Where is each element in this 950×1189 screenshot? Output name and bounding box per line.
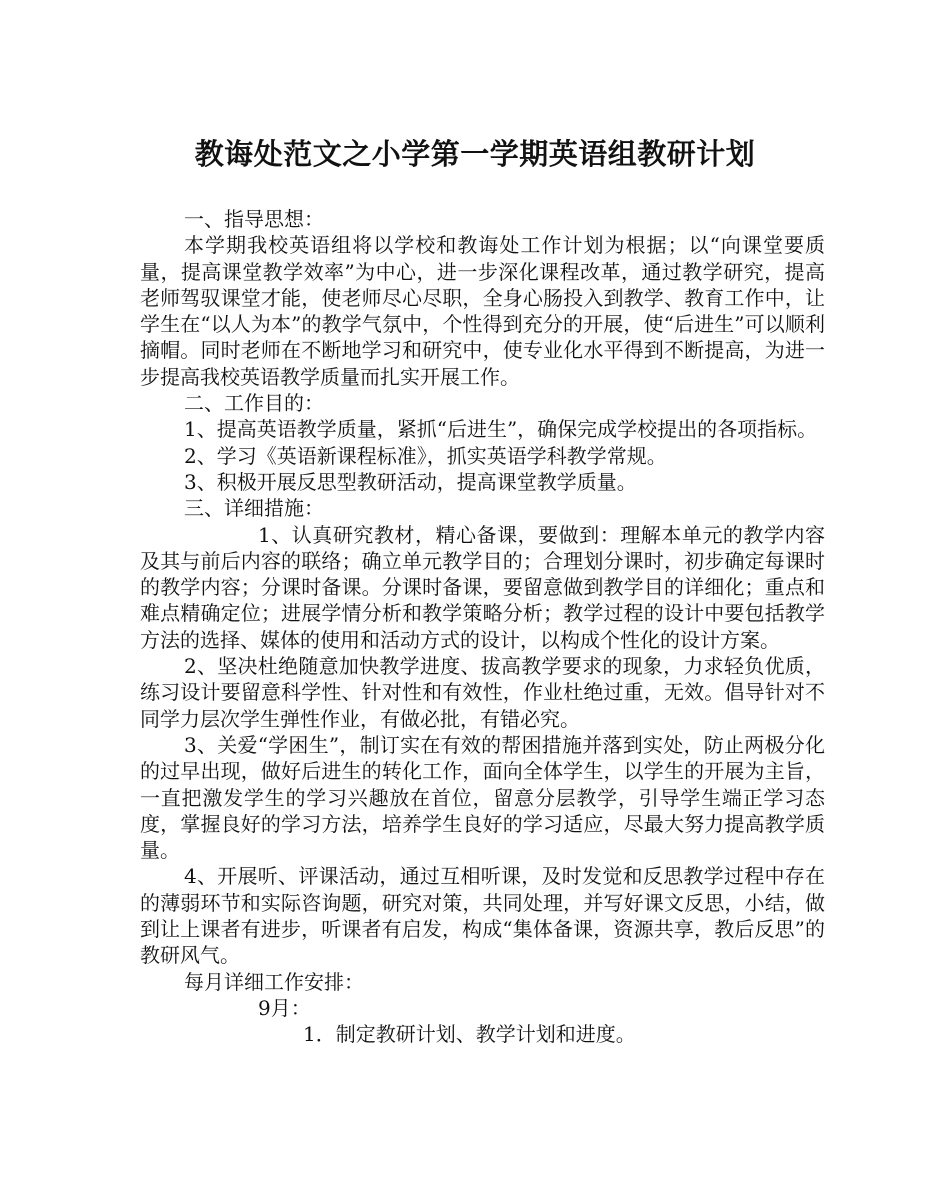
- list-item-goal-1: 1、提高英语教学质量，紧抓“后进生”，确保完成学校提出的各项指标。: [184, 417, 818, 442]
- paragraph-guiding-ideology: 本学期我校英语组将以学校和教诲处工作计划为根据；以“向课堂要质量，提高课堂教学效率”为中心，进一步深化课程改革，通过教学研究，提高老师驾驭课堂才能，使老师尽心尽职，全身心肠投入到教学、教育工作中，让学生在“以人为本”的教学气氛中，个性得到充分的开展，使“后进生”可以顺利摘帽。同时老师在不断地学习和研究中，使专业化水平得到不断提高，为进一步提高我校英语教学质量而扎实开展工作。: [140, 233, 825, 389]
- document-body: [140, 206, 825, 1048]
- list-item-measure-3: 3、关爱“学困生”，制订实在有效的帮困措施并落到实处，防止两极分化的过早出现，做好后进生的转化工作，面向全体学生，以学生的开展为主旨，一直把激发学生的学习兴趣放在首位，留意分层教学，引导学生端正学习态度，掌握良好的学习方法，培养学生良好的学习适应，尽最大努力提高教学质量。: [140, 732, 825, 863]
- section-heading-measures: 三、详细措施：: [184, 496, 324, 521]
- list-item-september-1: 1．制定教研计划、教学计划和进度。: [303, 1022, 636, 1047]
- list-item-measure-4: 4、开展听、评课活动，通过互相听课，及时发觉和反思教学过程中存在的薄弱环节和实际咨询题，研究对策，共同处理，并写好课文反思，小结，做到让上课者有进步，听课者有启发，构成“集体备课，资源共享，教后反思”的教研风气。: [140, 864, 825, 968]
- list-item-measure-2: 2、坚决杜绝随意加快教学进度、拔高教学要求的现象，力求轻负优质，练习设计要留意科学性、针对性和有效性，作业杜绝过重，无效。倡导针对不同学力层次学生弹性作业，有做必批，有错必究。: [140, 654, 825, 731]
- month-label-september: 9月：: [258, 995, 311, 1020]
- list-item-goal-3: 3、积极开展反思型教研活动，提高课堂教学质量。: [184, 469, 637, 494]
- list-item-measure-1: 1、认真研究教材，精心备课，要做到：理解本单元的教学内容及其与前后内容的联络；确立单元教学目的；合理划分课时，初步确定每课时的教学内容；分课时备课。分课时备课，要留意做到教学目的详细化；重点和难点精确定位；进展学情分析和教学策略分析；教学过程的设计中要包括教学方法的选择、媒体的使用和活动方式的设计，以构成个性化的设计方案。: [140, 522, 825, 652]
- section-heading-monthly-plan: 每月详细工作安排：: [184, 969, 364, 994]
- section-heading-work-goals: 二、工作目的：: [184, 391, 324, 416]
- list-item-goal-2: 2、学习《英语新课程标准》，抓实英语学科教学常规。: [184, 443, 667, 468]
- section-heading-guiding-ideology: 一、指导思想：: [184, 207, 324, 231]
- document-title: 教诲处范文之小学第一学期英语组教研计划: [194, 137, 756, 171]
